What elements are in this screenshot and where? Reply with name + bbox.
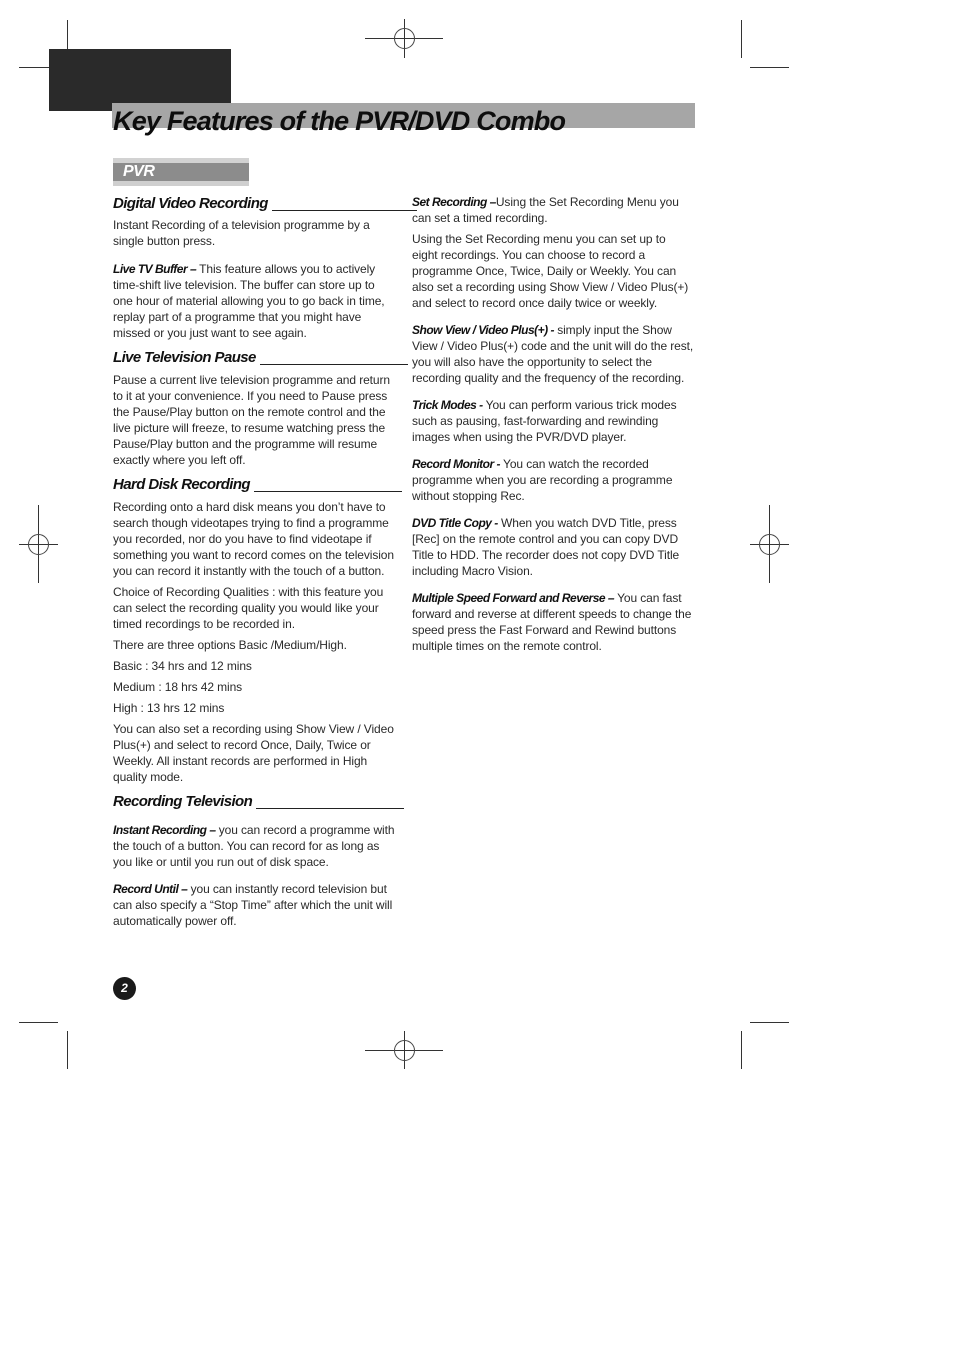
section-tab bbox=[113, 158, 249, 186]
heading-recording-television: Recording Television bbox=[113, 792, 396, 812]
paragraph-record-monitor: Record Monitor - You can watch the recorded programme when you are recording a programme without stopping Rec. bbox=[412, 457, 673, 503]
term-multi-speed: Multiple Speed Forward and Reverse – bbox=[412, 591, 615, 605]
term-record-until: Record Until – bbox=[113, 882, 188, 896]
heading-hard-disk-recording: Hard Disk Recording bbox=[113, 475, 396, 495]
right-column bbox=[412, 194, 694, 654]
section-label: PVR bbox=[123, 163, 155, 180]
paragraph-instant-recording-intro: Instant Recording of a television programme by a single button press. bbox=[113, 218, 370, 248]
paragraph-set-recording: Set Recording –Using the Set Recording Menu you can set a timed recording. bbox=[412, 195, 679, 225]
paragraph-show-view: Show View / Video Plus(+) - simply input the Show View / Video Plus(+) code and the unit will do the rest, you will also have the opportunity to select the recording quality and the frequency of the recording. bbox=[412, 323, 694, 385]
term-trick-modes: Trick Modes - bbox=[412, 398, 483, 412]
term-show-view: Show View / Video Plus(+) - bbox=[412, 323, 554, 337]
paragraph-live-tv-buffer: Live TV Buffer – This feature allows you to actively time-shift live television. The buffer can store up to one hour of material allowing you to go back in time, replay part of a programme that you might have missed or you just want to see again. bbox=[113, 262, 385, 340]
paragraph-record-until: Record Until – you can instantly record television but can also specify a “Stop Time” after which the unit will automatically power off. bbox=[113, 882, 393, 928]
paragraph-instant-recording: Instant Recording – you can record a programme with the touch of a button. You can record for as long as you like or until you run out of disk space. bbox=[113, 823, 395, 869]
page-title: Key Features of the PVR/DVD Combo bbox=[113, 106, 566, 136]
heading-live-television-pause: Live Television Pause bbox=[113, 348, 396, 368]
left-column bbox=[113, 194, 396, 929]
term-live-tv-buffer: Live TV Buffer – bbox=[113, 262, 197, 276]
term-instant-recording: Instant Recording – bbox=[113, 823, 216, 837]
term-set-recording: Set Recording – bbox=[412, 195, 496, 209]
quality-basic: Basic : 34 hrs and 12 mins bbox=[113, 659, 252, 673]
paragraph-hard-disk-3: There are three options Basic /Medium/High. bbox=[113, 638, 347, 652]
quality-medium: Medium : 18 hrs 42 mins bbox=[113, 680, 243, 694]
paragraph-live-television-pause: Pause a current live television programme and return to it at your convenience. If you need to Pause press the Pause/Play button on the remote control and the live picture will freeze, to resume watching press the Pause/Play button and the programme will resume exactly where you left off. bbox=[113, 373, 390, 467]
paragraph-hard-disk-4: You can also set a recording using Show View / Video Plus(+) and select to record Once, Daily, Twice or Weekly. All instant records are performed in High quality mode. bbox=[113, 722, 394, 784]
header-tab-block bbox=[49, 49, 231, 111]
term-record-monitor: Record Monitor - bbox=[412, 457, 500, 471]
heading-digital-video-recording: Digital Video Recording bbox=[113, 194, 396, 214]
paragraph-trick-modes: Trick Modes - You can perform various trick modes such as pausing, fast-forwarding and rewinding images when using the PVR/DVD player. bbox=[412, 398, 677, 444]
quality-high: High : 13 hrs 12 mins bbox=[113, 701, 225, 715]
page-number: 2 bbox=[113, 977, 136, 1000]
paragraph-hard-disk-1: Recording onto a hard disk means you don’t have to search though videotapes trying to find a programme you recorded, nor do you have to find videotape if something you want to record comes on the television you can record it instantly with the touch of a button. bbox=[113, 500, 394, 578]
paragraph-multi-speed: Multiple Speed Forward and Reverse – You can fast forward and reverse at different speeds to change the speed press the Fast Forward and Rewind buttons multiple times on the remote control. bbox=[412, 591, 692, 653]
paragraph-set-recording-menu: Using the Set Recording menu you can set up to eight recordings. You can choose to record a programme Once, Twice, Daily or Weekly. You can also set a recording using Show View / Video Plus(+) and select to record once daily twice or weekly. bbox=[412, 232, 689, 310]
paragraph-hard-disk-2: Choice of Recording Qualities : with this feature you can select the recording quality you would like your timed recordings to be recorded in. bbox=[113, 585, 384, 631]
paragraph-dvd-title-copy: DVD Title Copy - When you watch DVD Title, press [Rec] on the remote control and you can copy DVD Title to HDD. The recorder does not copy DVD Title including Macro Vision. bbox=[412, 516, 680, 578]
term-dvd-title-copy: DVD Title Copy - bbox=[412, 516, 498, 530]
